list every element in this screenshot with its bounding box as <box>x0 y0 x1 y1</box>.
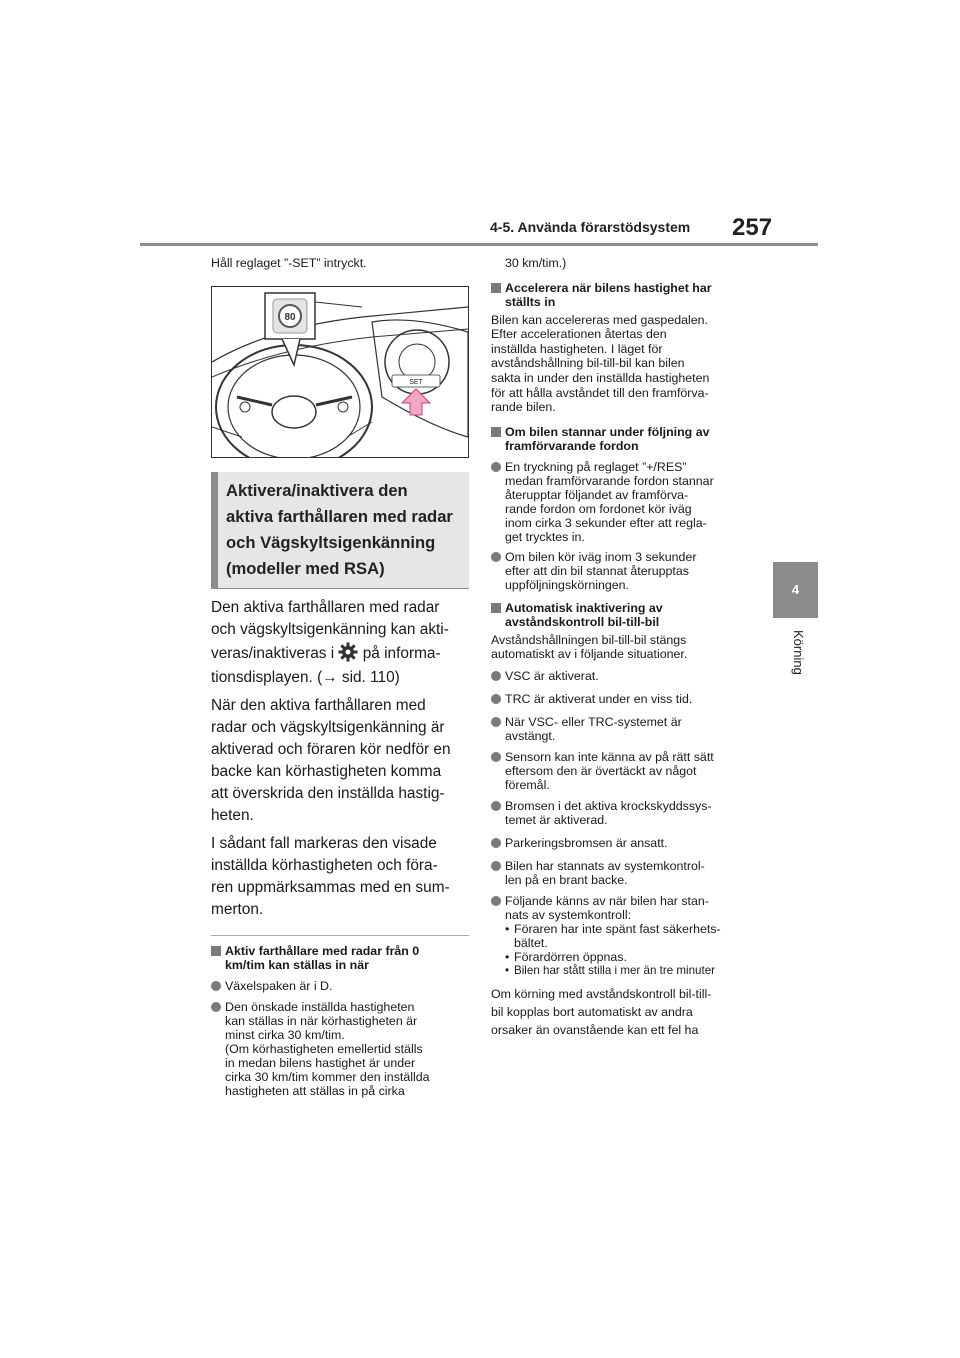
bullet-text: Växelspaken är i D. <box>225 978 333 993</box>
para-line: aktiverad och föraren kör nedför en <box>211 740 451 758</box>
para-line: och vägskyltsigenkänning kan akti- <box>211 620 449 638</box>
body-line: automatiskt av i följande situationer. <box>491 647 688 662</box>
sub-bullet-text: bältet. <box>514 935 548 950</box>
section-heading-text: Accelerera när bilens hastighet har <box>505 280 712 295</box>
bullet-text: Sensorn kan inte känna av på rätt sätt <box>505 749 714 764</box>
closing-paragraph <box>491 985 753 1039</box>
square-bullet-icon <box>491 427 501 437</box>
bullet-text: föremål. <box>505 777 550 792</box>
section-heading-text: avståndskontroll bil-till-bil <box>505 614 660 629</box>
bullet-text: Den önskade inställda hastigheten <box>225 999 415 1014</box>
bullet-text: nats av systemkontroll: <box>505 907 632 922</box>
bullet-text: eftersom den är övertäckt av något <box>505 763 697 778</box>
section-heading-text: framförvarande fordon <box>505 438 639 453</box>
sub-bullet-text: Bilen har stått stilla i mer än tre minuter <box>514 963 716 977</box>
section-title: 4-5. Använda förarstödsystem <box>490 219 691 235</box>
bullet-text: Parkeringsbromsen är ansatt. <box>505 835 668 850</box>
section3-bullet <box>491 715 753 743</box>
para-line: backe kan körhastigheten komma <box>211 762 442 780</box>
continuation-text: 30 km/tim.) <box>505 256 567 270</box>
note-heading <box>211 944 469 972</box>
chapter-label-box <box>778 630 814 690</box>
section3-bullet <box>491 859 753 887</box>
chapter-tab <box>773 562 818 618</box>
para-line: När den aktiva farthållaren med <box>211 696 426 714</box>
bullet-text: in medan bilens hastighet är under <box>225 1055 416 1070</box>
bullet-text: get trycktes in. <box>505 529 585 544</box>
body-line: sakta in under den inställda hastigheten <box>491 370 710 385</box>
section3-body <box>491 633 753 662</box>
heading-line: Aktivera/inaktivera den <box>226 480 408 500</box>
bullet-text: (Om körhastigheten emellertid ställs <box>225 1041 423 1056</box>
section3-bullet <box>491 799 753 827</box>
body-line: Avståndshållningen bil-till-bil stängs <box>491 632 687 647</box>
section2-bullet <box>491 550 753 592</box>
bullet-text: TRC är aktiverat under en viss tid. <box>505 691 693 706</box>
square-bullet-icon <box>211 946 221 956</box>
bullet-dot-icon <box>211 981 221 991</box>
section3-bullet <box>491 669 753 683</box>
bullet-text: avstängt. <box>505 728 556 743</box>
section2-heading <box>491 425 753 453</box>
section-heading-text: ställts in <box>505 294 556 309</box>
heading-line: och Vägskyltsigenkänning <box>226 532 436 552</box>
bullet-dot-icon <box>491 861 501 871</box>
section-heading-box <box>211 472 469 589</box>
bullet-dot-icon <box>491 838 501 848</box>
bullet-dot-icon <box>491 671 501 681</box>
body-line: för att hålla avståndet till den framförva- <box>491 385 709 400</box>
bullet-dot-icon <box>491 896 501 906</box>
bullet-dot-icon <box>211 1002 221 1012</box>
para-text: veras/inaktiveras i <box>211 644 335 662</box>
bullet-text: Bilen har stannats av systemkontrol- <box>505 858 705 873</box>
square-bullet-icon <box>491 283 501 293</box>
bullet-text: uppföljningskörningen. <box>505 577 629 592</box>
para1 <box>211 597 469 689</box>
section-heading-text: Om bilen stannar under följning av <box>505 424 710 439</box>
para3 <box>211 833 469 921</box>
header-rule <box>140 243 818 246</box>
section3-heading <box>491 601 753 629</box>
bullet-text: VSC är aktiverat. <box>505 668 599 683</box>
section3-bullet <box>491 692 753 706</box>
speed-sign-value: 80 <box>284 311 296 323</box>
right-column <box>491 256 753 1039</box>
bullet-text: En tryckning på reglaget ”+/RES” <box>505 459 687 474</box>
intro-text: Håll reglaget ”-SET” intryckt. <box>211 256 367 270</box>
cruise-control-figure <box>211 286 469 458</box>
section-separator <box>211 935 469 936</box>
bullet-dot-icon <box>491 462 501 472</box>
body-line: bil kopplas bort automatiskt av andra <box>491 1004 693 1019</box>
bullet-text: rande fordon om fordonet kör iväg <box>505 501 692 516</box>
bullet-text: återupptar följandet av framförva- <box>505 487 689 502</box>
note-heading-text: Aktiv farthållare med radar från 0 <box>225 943 420 958</box>
para-line: att överskrida den inställda hastig- <box>211 784 445 802</box>
para-line: Den aktiva farthållaren med radar <box>211 598 440 616</box>
bullet-text: hastigheten att ställas in på cirka <box>225 1083 405 1098</box>
section1-heading <box>491 281 753 309</box>
body-line: rande bilen. <box>491 400 556 415</box>
bullet-text: Följande känns av när bilen har stan- <box>505 893 709 908</box>
section2-bullet <box>491 460 753 544</box>
section3-bullet <box>491 836 753 850</box>
bullet-dot-icon <box>491 552 501 562</box>
bullet-text: minst cirka 30 km/tim. <box>225 1027 345 1042</box>
sub-bullet-text: Förardörren öppnas. <box>514 949 627 964</box>
heading-line: aktiva farthållaren med radar <box>226 506 453 526</box>
bullet-dot-icon <box>491 694 501 704</box>
bullet-text: Om bilen kör iväg inom 3 sekunder <box>505 549 697 564</box>
set-button-label: SET <box>409 378 423 386</box>
para-text: på informa- <box>362 644 441 662</box>
sub-bullet-icon: • <box>505 921 510 936</box>
bullet-dot-icon <box>491 717 501 727</box>
para-line: ren uppmärksammas med en sum- <box>211 878 450 896</box>
bullet-text: medan framförvarande fordon stannar <box>505 473 714 488</box>
para-line-with-icon <box>211 641 469 667</box>
bullet-text: kan ställas in när körhastigheten är <box>225 1013 418 1028</box>
para-line: inställda körhastigheten och föra- <box>211 856 438 874</box>
chapter-label: Körning <box>791 630 806 675</box>
body-line: orsaker än ovanstående kan ett fel ha <box>491 1022 699 1037</box>
bullet-text: cirka 30 km/tim kommer den inställda <box>225 1069 430 1084</box>
square-bullet-icon <box>491 603 501 613</box>
para-line: tionsdisplayen. (→ sid. 110) <box>211 668 400 686</box>
bullet-text: efter att din bil stannat återupptas <box>505 563 689 578</box>
section3-bullet <box>491 894 753 922</box>
body-line: Efter accelerationen återtas den <box>491 327 667 342</box>
gear-icon <box>338 642 358 662</box>
section1-body <box>491 313 753 415</box>
sub-bullets <box>491 922 753 978</box>
bullet-text: Bromsen i det aktiva krockskyddssys- <box>505 798 712 813</box>
para-line: radar och vägskyltsigenkänning är <box>211 718 445 736</box>
page-number: 257 <box>732 214 773 241</box>
note-heading-text: km/tim kan ställas in när <box>225 957 369 972</box>
para-line: heten. <box>211 806 254 824</box>
body-line: inställda hastigheten. I läget för <box>491 341 663 356</box>
bullet-text: inom cirka 3 sekunder efter att regla- <box>505 515 707 530</box>
para-line: I sådant fall markeras den visade <box>211 834 437 852</box>
body-line: avståndshållning bil-till-bil kan bilen <box>491 356 685 371</box>
para-line: merton. <box>211 900 264 918</box>
bullet-dot-icon <box>491 752 501 762</box>
left-column <box>211 256 469 1098</box>
steering-wheel-illustration <box>212 287 468 457</box>
heading-line: (modeller med RSA) <box>226 558 385 578</box>
bullet-text: temet är aktiverad. <box>505 812 608 827</box>
body-line: Bilen kan accelereras med gaspedalen. <box>491 312 708 327</box>
bullet-dot-icon <box>491 801 501 811</box>
bullet-text: len på en brant backe. <box>505 872 628 887</box>
para2 <box>211 695 469 827</box>
sub-bullet-icon: • <box>505 949 510 964</box>
note-bullet <box>211 979 469 993</box>
body-line: Om körning med avståndskontroll bil-till- <box>491 986 712 1001</box>
chapter-number: 4 <box>791 582 800 597</box>
note-bullet <box>211 1000 469 1098</box>
bullet-text: När VSC- eller TRC-systemet är <box>505 714 682 729</box>
sub-bullet-text: Föraren har inte spänt fast säkerhets- <box>514 921 721 936</box>
sub-bullet-icon: • <box>505 963 510 977</box>
section-heading-text: Automatisk inaktivering av <box>505 600 663 615</box>
section3-bullet <box>491 750 753 792</box>
